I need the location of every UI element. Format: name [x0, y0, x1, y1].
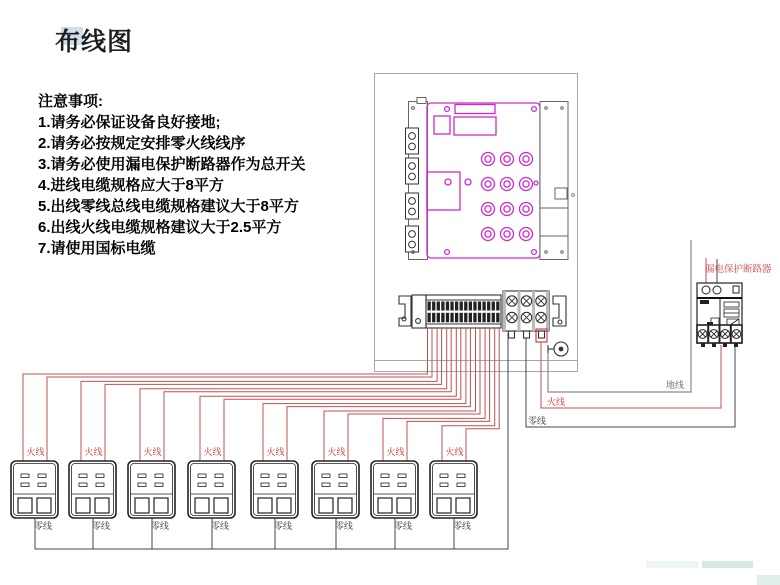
socket	[69, 461, 116, 518]
live-wire	[105, 328, 442, 461]
socket-neutral-label: 零线	[335, 521, 354, 531]
live-wire	[348, 328, 480, 461]
socket	[312, 461, 359, 518]
live-run	[541, 342, 721, 408]
live-wire	[224, 328, 464, 461]
neutral-run	[526, 338, 735, 427]
socket-neutral-label: 零线	[92, 521, 111, 531]
socket-neutral-label: 零线	[453, 521, 472, 531]
note-item: 7.请使用国标电缆	[38, 240, 156, 257]
socket	[371, 461, 418, 518]
neutral-run-label: 零线	[528, 416, 547, 426]
socket-live-label: 火线	[386, 447, 405, 457]
socket-live-label: 火线	[203, 447, 222, 457]
socket-neutral-label: 零线	[274, 521, 293, 531]
note-item: 6.出线火线电缆规格建议大于2.5平方	[38, 219, 282, 236]
socket-neutral-label: 零线	[151, 521, 170, 531]
live-wire	[407, 328, 490, 461]
decor-corner	[757, 575, 780, 585]
socket-live-label: 火线	[26, 447, 45, 457]
notes-heading: 注意事项:	[38, 93, 103, 110]
socket-live-label: 火线	[143, 447, 162, 457]
socket-neutral-label: 零线	[211, 521, 230, 531]
decor-bar-dark	[702, 561, 753, 568]
live-wire	[324, 328, 476, 461]
live-wire	[263, 328, 466, 461]
strip-cells	[428, 302, 500, 323]
ground-wire-label: 地线	[666, 380, 685, 390]
breaker-label: 漏电保护断路器	[705, 264, 772, 275]
socket-live-label: 火线	[327, 447, 346, 457]
socket-live-label: 火线	[84, 447, 103, 457]
pole-screws	[507, 296, 547, 323]
live-wire	[23, 328, 428, 461]
terminal-strip	[399, 291, 566, 342]
socket-live-label: 火线	[266, 447, 285, 457]
note-item: 1.请务必保证设备良好接地;	[38, 114, 221, 131]
socket-neutral-label: 零线	[394, 521, 413, 531]
note-item: 5.出线零线总线电缆规格建议大于8平方	[38, 198, 299, 215]
socket	[251, 461, 298, 518]
live-wire	[140, 328, 447, 461]
page-title: 布线图	[55, 28, 134, 56]
note-item: 2.请务必按规定安排零火线线序	[38, 135, 246, 152]
terminal-grid	[482, 153, 533, 241]
socket-neutral-label: 零线	[34, 521, 53, 531]
control-box	[406, 98, 575, 260]
live-wire	[442, 328, 495, 461]
ground-symbol	[548, 342, 568, 356]
socket	[128, 461, 175, 518]
live-wire	[164, 328, 451, 461]
socket	[188, 461, 235, 518]
note-item: 4.进线电缆规格应大于8平方	[38, 177, 224, 194]
live-wire	[287, 328, 470, 461]
live-wire	[200, 328, 456, 461]
live-run-label: 火线	[547, 397, 566, 407]
socket-live-label: 火线	[445, 447, 464, 457]
socket	[11, 461, 58, 518]
ground-wire	[548, 240, 691, 392]
note-item: 3.请务必使用漏电保护断路器作为总开关	[38, 156, 306, 173]
live-wire	[383, 328, 485, 461]
live-wire	[81, 328, 437, 461]
socket	[430, 461, 477, 518]
decor-bar-light	[646, 561, 698, 568]
